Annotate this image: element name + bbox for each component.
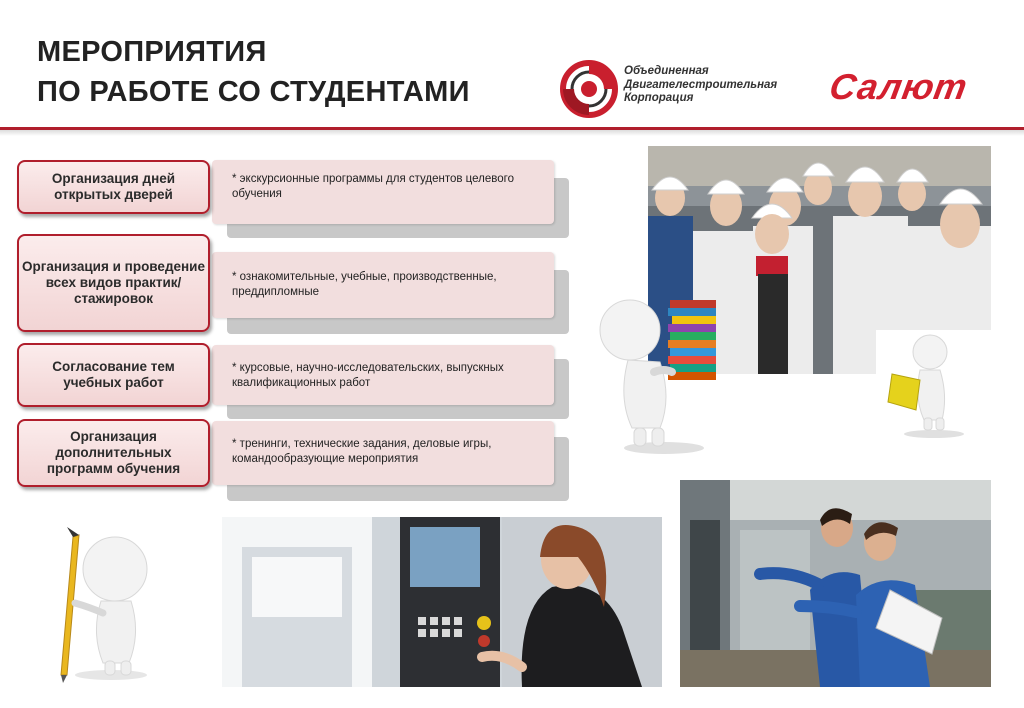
page-title-line-2: ПО РАБОТЕ СО СТУДЕНТАМИ <box>37 76 470 108</box>
cnc-operator-photo-image <box>222 517 662 687</box>
logo-text-line-2: Двигателестроительная <box>624 78 778 91</box>
activity-label: Организация дополнительных программ обучения <box>17 419 210 487</box>
logo-text <box>624 65 777 106</box>
activity-row-3 <box>17 343 577 413</box>
engineers-photo-image <box>680 480 991 687</box>
activity-label: Организация дней открытых дверей <box>17 160 210 214</box>
header-divider-shadow <box>0 130 1024 136</box>
logo-text-line-3: Корпорация <box>624 92 694 104</box>
page-title <box>37 32 470 112</box>
figure-with-pencil-icon <box>45 525 165 685</box>
brand-name: Салют <box>826 66 972 107</box>
activity-row-1 <box>17 160 577 238</box>
description-box: * курсовые, научно-исследовательских, выпускных квалификационных работ <box>212 345 554 405</box>
cnc-operator-photo <box>222 517 662 687</box>
description-box: * тренинги, технические задания, деловые игры, командообразующие мероприятия <box>212 421 554 485</box>
logo-text-line-1: Объединенная <box>624 65 709 77</box>
description-box: * ознакомительные, учебные, производственные, преддипломные <box>212 252 554 318</box>
figure-with-folder-icon <box>876 330 992 440</box>
activity-row-2 <box>17 234 577 336</box>
description-box: * экскурсионные программы для студентов целевого обучения <box>212 160 554 224</box>
figure-with-books-icon <box>598 288 730 458</box>
engineers-photo <box>680 480 991 687</box>
company-logo <box>560 60 1010 122</box>
activity-label: Организация и проведение всех видов практик/стажировок <box>17 234 210 332</box>
ring-logo-icon <box>560 60 618 118</box>
page-title-line-1: МЕРОПРИЯТИЯ <box>37 36 267 68</box>
activity-label: Согласование тем учебных работ <box>17 343 210 407</box>
activity-row-4 <box>17 419 577 503</box>
